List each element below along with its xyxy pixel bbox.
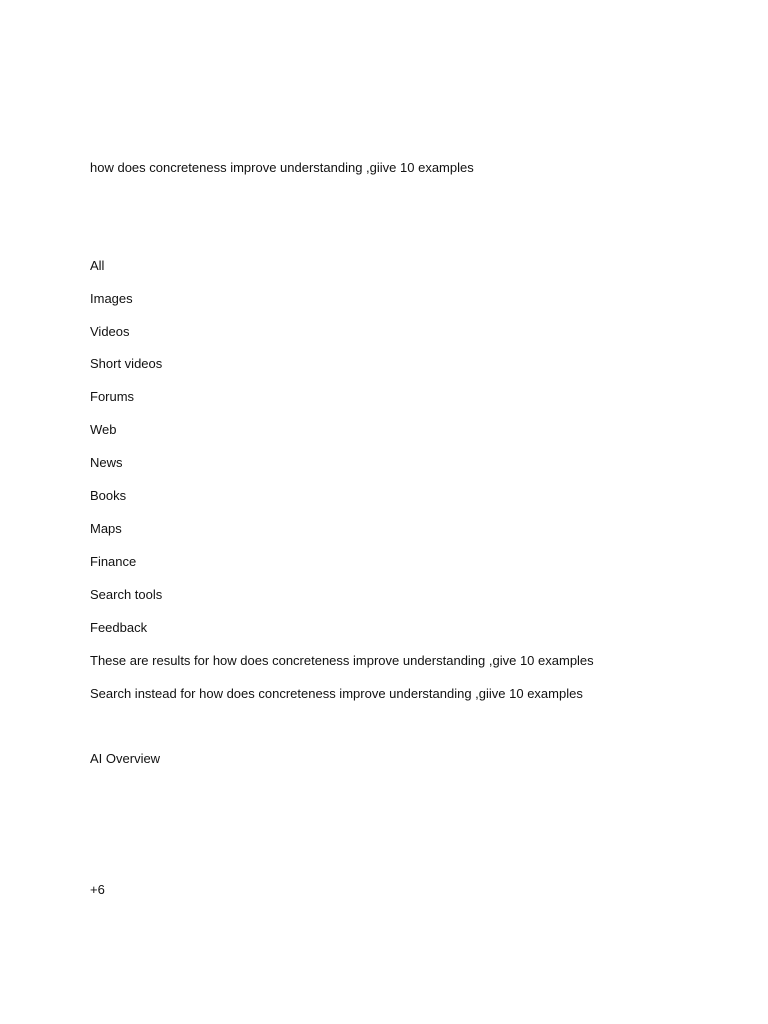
feedback-link[interactable]: Feedback: [90, 620, 148, 635]
more-sources-button[interactable]: +6: [90, 882, 105, 897]
corrected-results-notice[interactable]: These are results for how does concreteness improve understanding ,give 10 examples: [90, 653, 594, 668]
tab-maps[interactable]: Maps: [90, 521, 122, 536]
tab-short-videos[interactable]: Short videos: [90, 356, 163, 371]
tab-images[interactable]: Images: [90, 291, 133, 306]
tab-forums[interactable]: Forums: [90, 389, 135, 404]
tab-web[interactable]: Web: [90, 422, 117, 437]
ai-overview-heading: AI Overview: [90, 751, 161, 766]
tab-videos[interactable]: Videos: [90, 324, 130, 339]
tab-finance[interactable]: Finance: [90, 554, 137, 569]
search-tools-button[interactable]: Search tools: [90, 587, 163, 602]
search-instead-link[interactable]: Search instead for how does concreteness improve understanding ,giive 10 examples: [90, 686, 583, 701]
tab-books[interactable]: Books: [90, 488, 127, 503]
search-query[interactable]: how does concreteness improve understanding ,giive 10 examples: [90, 160, 474, 175]
tab-all[interactable]: All: [90, 258, 105, 273]
tab-news[interactable]: News: [90, 455, 123, 470]
